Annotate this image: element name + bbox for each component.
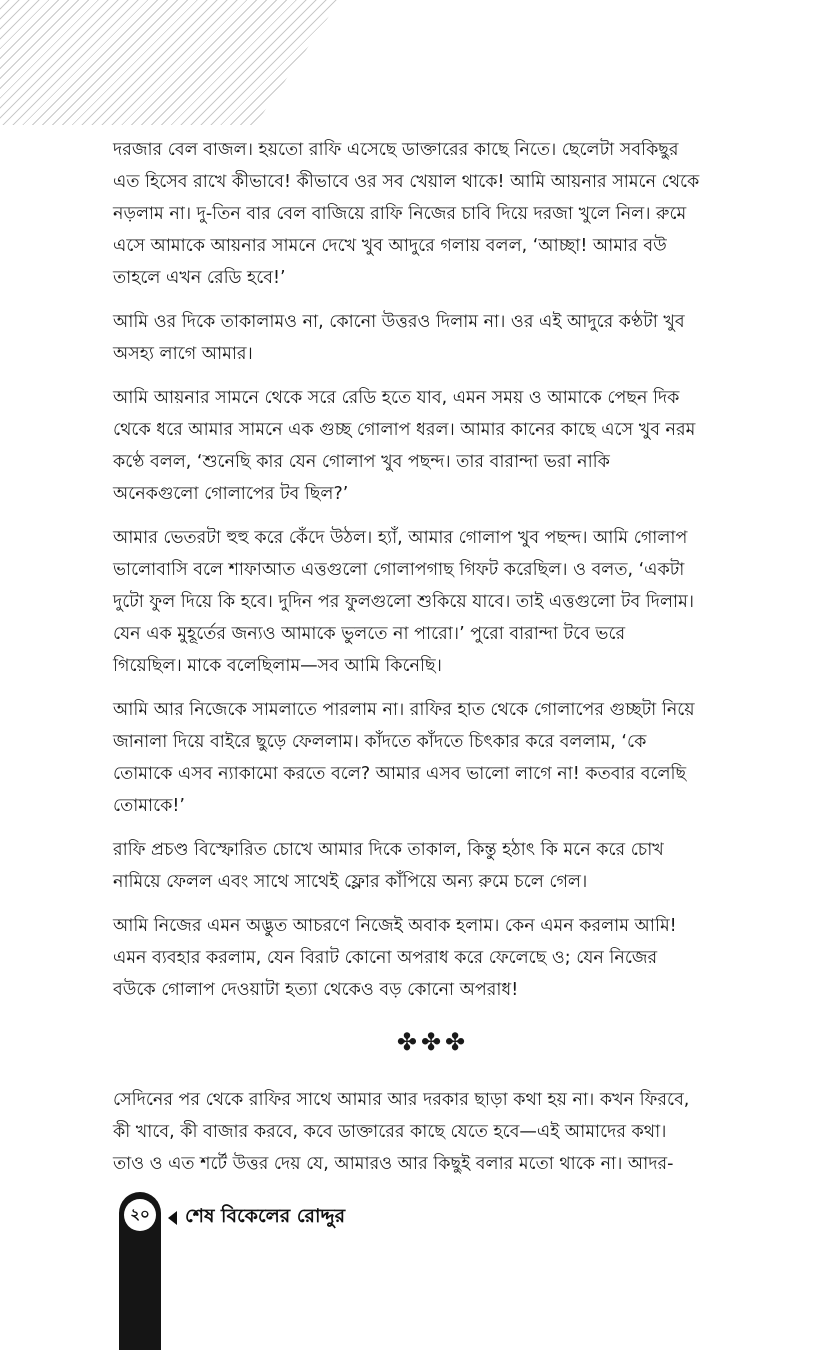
- paragraph: দরজার বেল বাজল। হয়তো রাফি এসেছে ডাক্তারের কাছে নিতে। ছেলেটা সবকিছুর এত হিসেব রাখে কীভাবে! কীভাবে ওর সব খেয়াল থাকে! আমি আয়নার সামনে থেকে নড়লাম না। দু-তিন বার বেল বাজিয়ে রাফি নিজের চাবি দিয়ে দরজা খুলে নিল। রুমে এসে আমাকে আয়নার সামনে দেখে খুব আদুরে গলায় বলল, ‘আচ্ছা! আমার বউ তাহলে এখন রেডি হবে!’: [113, 140, 700, 288]
- decorative-hatch: [0, 0, 340, 125]
- paragraph: আমি নিজের এমন অদ্ভুত আচরণে নিজেই অবাক হলাম। কেন এমন করলাম আমি! এমন ব্যবহার করলাম, যেন বিরাট কোনো অপরাধ করে ফেলেছে ও; যেন নিজের বউকে গোলাপ দেওয়াটা হত্যা থেকেও বড় কোনো অপরাধ!: [113, 916, 677, 1000]
- page-body: [113, 134, 753, 1192]
- paragraph: আমার ভেতরটা হুহু করে কেঁদে উঠল। হ্যাঁ, আমার গোলাপ খুব পছন্দ। আমি গোলাপ ভালোবাসি বলে শাফাআত এত্তগুলো গোলাপগাছ গিফট করেছিল। ও বলত, ‘একটা দুটো ফুল দিয়ে কি হবে। দুদিন পর ফুলগুলো শুকিয়ে যাবে। তাই এত্তগুলো টব দিলাম। যেন এক মুহূর্তের জন্যও আমাকে ভুলতে না পারো।’ পুরো বারান্দা টবে ভরে গিয়েছিল। মাকে বলেছিলাম—সব আমি কিনেছি।: [113, 528, 695, 676]
- paragraph: আমি আর নিজেকে সামলাতে পারলাম না। রাফির হাত থেকে গোলাপের গুচ্ছটা নিয়ে জানালা দিয়ে বাইরে ছুড়ে ফেললাম। কাঁদতে কাঁদতে চিৎকার করে বললাম, ‘কে তোমাকে এসব ন্যাকামো করতে বলে? আমার এসব ভালো লাগে না! কতবার বলেছি তোমাকে!’: [113, 700, 695, 816]
- paragraph: আমি ওর দিকে তাকালামও না, কোনো উত্তরও দিলাম না। ওর এই আদুরে কণ্ঠটা খুব অসহ্য লাগে আমার।: [113, 312, 685, 364]
- paragraph: রাফি প্রচণ্ড বিস্ফোরিত চোখে আমার দিকে তাকাল, কিন্তু হঠাৎ কি মনে করে চোখ নামিয়ে ফেলল এবং সাথে সাথেই ফ্লোর কাঁপিয়ে অন্য রুমে চলে গেল।: [113, 840, 664, 892]
- book-title: শেষ বিকেলের রোদ্দুর: [185, 1205, 346, 1227]
- section-divider: ✤✤✤: [396, 1028, 470, 1056]
- paragraph: আমি আয়নার সামনে থেকে সরে রেডি হতে যাব, এমন সময় ও আমাকে পেছন দিক থেকে ধরে আমার সামনে এক গুচ্ছ গোলাপ ধরল। আমার কানের কাছে এসে খুব নরম কণ্ঠে বলল, ‘শুনেছি কার যেন গোলাপ খুব পছন্দ। তার বারান্দা ভরা নাকি অনেকগুলো গোলাপের টব ছিল?’: [113, 388, 696, 504]
- page-number-badge: [119, 1196, 161, 1234]
- triangle-left-icon: [168, 1211, 177, 1225]
- paragraph: সেদিনের পর থেকে রাফির সাথে আমার আর দরকার ছাড়া কথা হয় না। কখন ফিরবে, কী খাবে, কী বাজার করবে, কবে ডাক্তারের কাছে যেতে হবে—এই আমাদের কথা। তাও ও এত শর্টে উত্তর দেয় যে, আমারও আর কিছুই বলার মতো থাকে না। আদর-: [113, 1090, 690, 1174]
- running-footer: [168, 1202, 345, 1234]
- page-number: ২০: [124, 1199, 156, 1231]
